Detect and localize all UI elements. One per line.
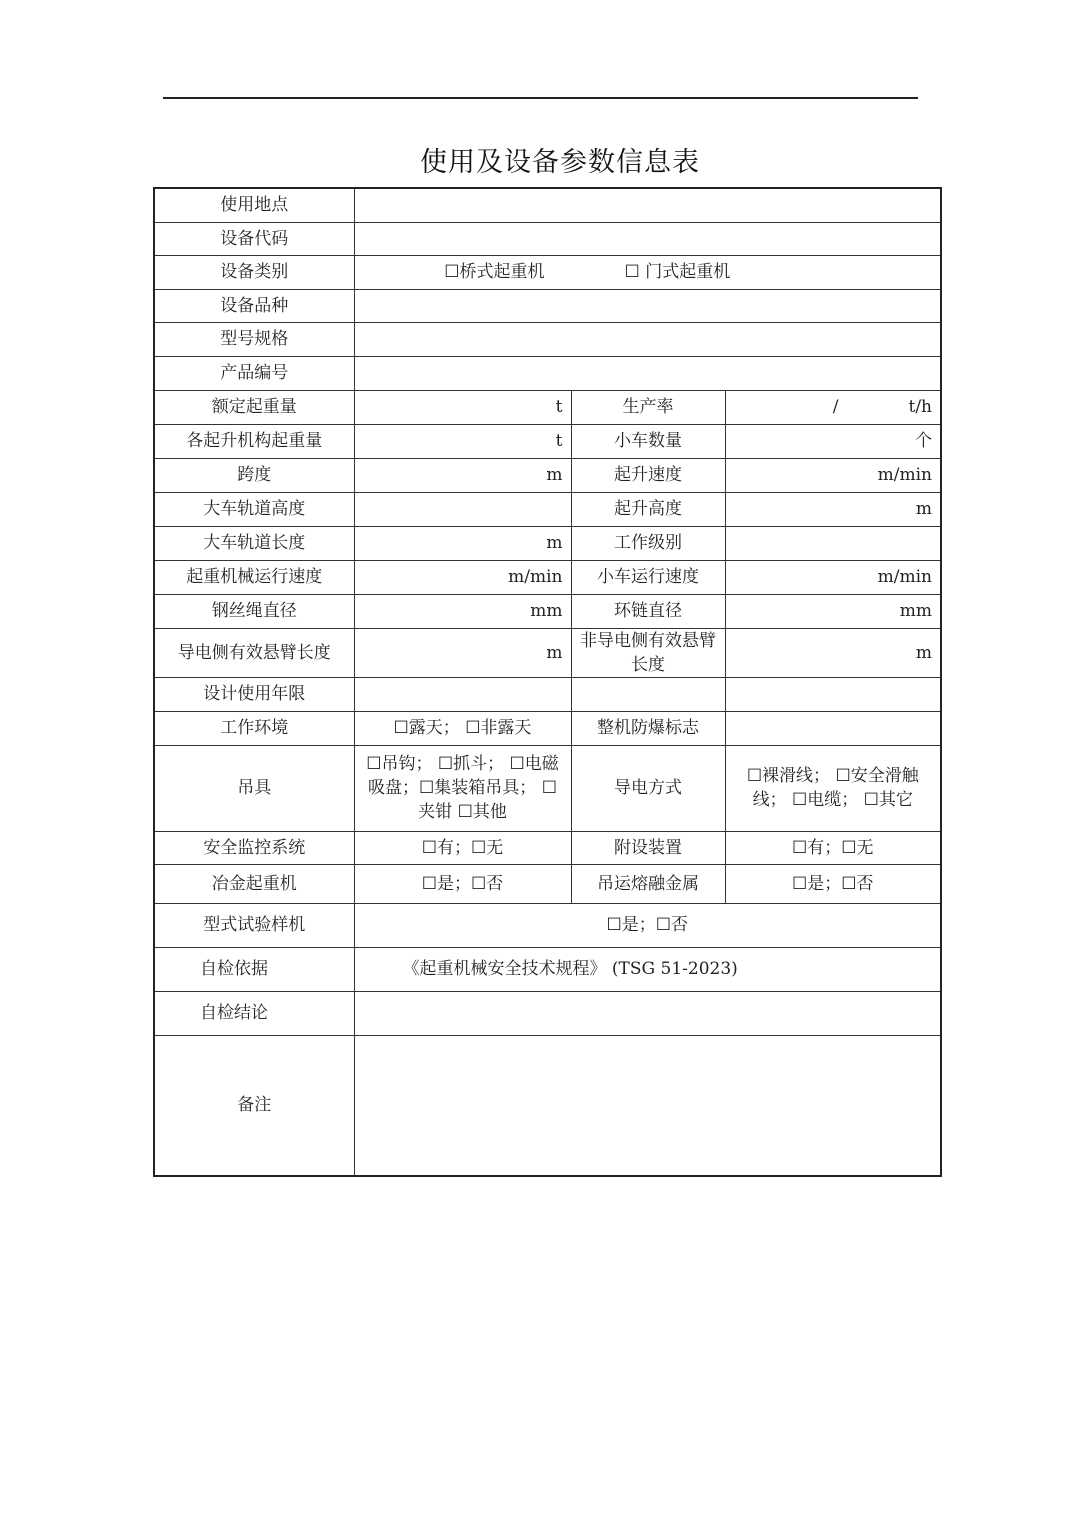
unit-label: m bbox=[915, 499, 933, 519]
field-label: 自检结论 bbox=[154, 991, 354, 1035]
table-row bbox=[154, 356, 941, 390]
field-label: 安全监控系统 bbox=[154, 831, 354, 864]
table-row bbox=[154, 1035, 941, 1176]
equipment-variety-field[interactable] bbox=[354, 289, 941, 322]
field-label: 额定起重量 bbox=[154, 390, 354, 424]
table-row bbox=[154, 322, 941, 356]
rope-diameter-field[interactable] bbox=[354, 594, 571, 628]
unit-label: m bbox=[546, 533, 563, 553]
lifting-height-field[interactable] bbox=[725, 492, 941, 526]
attachment-options[interactable]: ☐有；☐无 bbox=[725, 831, 941, 864]
unit-label: t bbox=[555, 397, 563, 417]
field-label: 备注 bbox=[154, 1035, 354, 1176]
field-label: 使用地点 bbox=[154, 188, 354, 222]
travel-speed-field[interactable] bbox=[354, 560, 571, 594]
table-row bbox=[154, 188, 941, 222]
field-label: 工作环境 bbox=[154, 711, 354, 745]
table-row bbox=[154, 255, 941, 289]
table-row bbox=[154, 526, 941, 560]
rail-height-field[interactable] bbox=[354, 492, 571, 526]
equipment-code-field[interactable] bbox=[354, 222, 941, 255]
model-spec-field[interactable] bbox=[354, 322, 941, 356]
rail-length-field[interactable] bbox=[354, 526, 571, 560]
gantry-crane-checkbox[interactable]: ☐ 门式起重机 bbox=[624, 262, 731, 282]
rated-load-field[interactable] bbox=[354, 390, 571, 424]
field-label: 工作级别 bbox=[571, 526, 725, 560]
unit-label: / bbox=[832, 397, 839, 417]
field-label: 设计使用年限 bbox=[154, 677, 354, 711]
field-label: 设备类别 bbox=[154, 255, 354, 289]
field-label: 冶金起重机 bbox=[154, 864, 354, 903]
field-label: 设备代码 bbox=[154, 222, 354, 255]
environment-options[interactable]: ☐露天； ☐非露天 bbox=[354, 711, 571, 745]
type-test-options[interactable]: ☐是；☐否 bbox=[354, 903, 941, 947]
table-row bbox=[154, 628, 941, 677]
molten-metal-options[interactable]: ☐是；☐否 bbox=[725, 864, 941, 903]
field-label: 钢丝绳直径 bbox=[154, 594, 354, 628]
table-row bbox=[154, 492, 941, 526]
conduction-options[interactable]: ☐裸滑线； ☐安全滑触线； ☐电缆； ☐其它 bbox=[725, 745, 941, 831]
bridge-crane-checkbox[interactable]: ☐桥式起重机 bbox=[444, 262, 545, 282]
unit-label: m bbox=[546, 465, 563, 485]
empty-cell bbox=[571, 677, 725, 711]
field-label: 附设装置 bbox=[571, 831, 725, 864]
field-label: 起升高度 bbox=[571, 492, 725, 526]
field-label: 起升速度 bbox=[571, 458, 725, 492]
field-label: 吊具 bbox=[154, 745, 354, 831]
field-label: 导电侧有效悬臂长度 bbox=[154, 628, 354, 677]
field-label: 各起升机构起重量 bbox=[154, 424, 354, 458]
metallurgical-options[interactable]: ☐是；☐否 bbox=[354, 864, 571, 903]
page-title: 使用及设备参数信息表 bbox=[420, 147, 700, 178]
table-row bbox=[154, 745, 941, 831]
table-row bbox=[154, 560, 941, 594]
table-row bbox=[154, 390, 941, 424]
field-label: 自检依据 bbox=[154, 947, 354, 991]
design-life-field[interactable] bbox=[354, 677, 571, 711]
table-row bbox=[154, 222, 941, 255]
table-row bbox=[154, 594, 941, 628]
productivity-field[interactable] bbox=[725, 390, 941, 424]
location-field[interactable] bbox=[354, 188, 941, 222]
work-class-field[interactable] bbox=[725, 526, 941, 560]
unit-label: mm bbox=[530, 601, 563, 621]
info-table bbox=[153, 187, 942, 1177]
unit-label: t bbox=[555, 431, 563, 451]
conductive-cantilever-field[interactable] bbox=[354, 628, 571, 677]
field-label: 大车轨道长度 bbox=[154, 526, 354, 560]
table-row bbox=[154, 458, 941, 492]
explosion-proof-field[interactable] bbox=[725, 711, 941, 745]
monitoring-options[interactable]: ☐有；☐无 bbox=[354, 831, 571, 864]
equipment-category-options bbox=[354, 255, 941, 289]
unit-label: m/min bbox=[508, 567, 563, 587]
remarks-field[interactable] bbox=[354, 1035, 941, 1176]
product-number-field[interactable] bbox=[354, 356, 941, 390]
table-row bbox=[154, 711, 941, 745]
field-label: 起重机械运行速度 bbox=[154, 560, 354, 594]
table-row bbox=[154, 864, 941, 903]
span-field[interactable] bbox=[354, 458, 571, 492]
field-label: 小车数量 bbox=[571, 424, 725, 458]
self-check-conclusion-field[interactable] bbox=[354, 991, 941, 1035]
table-row bbox=[154, 947, 941, 991]
field-label: 环链直径 bbox=[571, 594, 725, 628]
table-row bbox=[154, 677, 941, 711]
self-check-basis: 《起重机械安全技术规程》 (TSG 51-2023) bbox=[354, 947, 941, 991]
table-row bbox=[154, 831, 941, 864]
field-label: 小车运行速度 bbox=[571, 560, 725, 594]
chain-diameter-field[interactable] bbox=[725, 594, 941, 628]
header-rule bbox=[163, 97, 918, 99]
table-row bbox=[154, 289, 941, 322]
trolley-count-field[interactable] bbox=[725, 424, 941, 458]
lifting-speed-field[interactable] bbox=[725, 458, 941, 492]
table-row bbox=[154, 991, 941, 1035]
field-label: 吊运熔融金属 bbox=[571, 864, 725, 903]
unit-label: m/min bbox=[877, 465, 933, 485]
trolley-speed-field[interactable] bbox=[725, 560, 941, 594]
field-label: 产品编号 bbox=[154, 356, 354, 390]
table-row bbox=[154, 424, 941, 458]
field-label: 型式试验样机 bbox=[154, 903, 354, 947]
table-row bbox=[154, 903, 941, 947]
field-label: 生产率 bbox=[571, 390, 725, 424]
sling-options[interactable]: ☐吊钩； ☐抓斗； ☐电磁吸盘；☐集装箱吊具； ☐夹钳 ☐其他 bbox=[354, 745, 571, 831]
nonconductive-cantilever-field[interactable] bbox=[725, 628, 941, 677]
field-label: 跨度 bbox=[154, 458, 354, 492]
field-label: 大车轨道高度 bbox=[154, 492, 354, 526]
field-label: 非导电侧有效悬臂长度 bbox=[571, 628, 725, 677]
unit-label: m bbox=[915, 642, 933, 663]
unit-label: m bbox=[546, 642, 563, 663]
field-label: 导电方式 bbox=[571, 745, 725, 831]
unit-label: m/min bbox=[877, 567, 933, 587]
empty-cell bbox=[725, 677, 941, 711]
unit-label: 个 bbox=[915, 431, 933, 451]
field-label: 型号规格 bbox=[154, 322, 354, 356]
unit-label: t/h bbox=[908, 397, 933, 417]
unit-label: mm bbox=[899, 601, 933, 621]
field-label: 设备品种 bbox=[154, 289, 354, 322]
hoist-load-field[interactable] bbox=[354, 424, 571, 458]
field-label: 整机防爆标志 bbox=[571, 711, 725, 745]
